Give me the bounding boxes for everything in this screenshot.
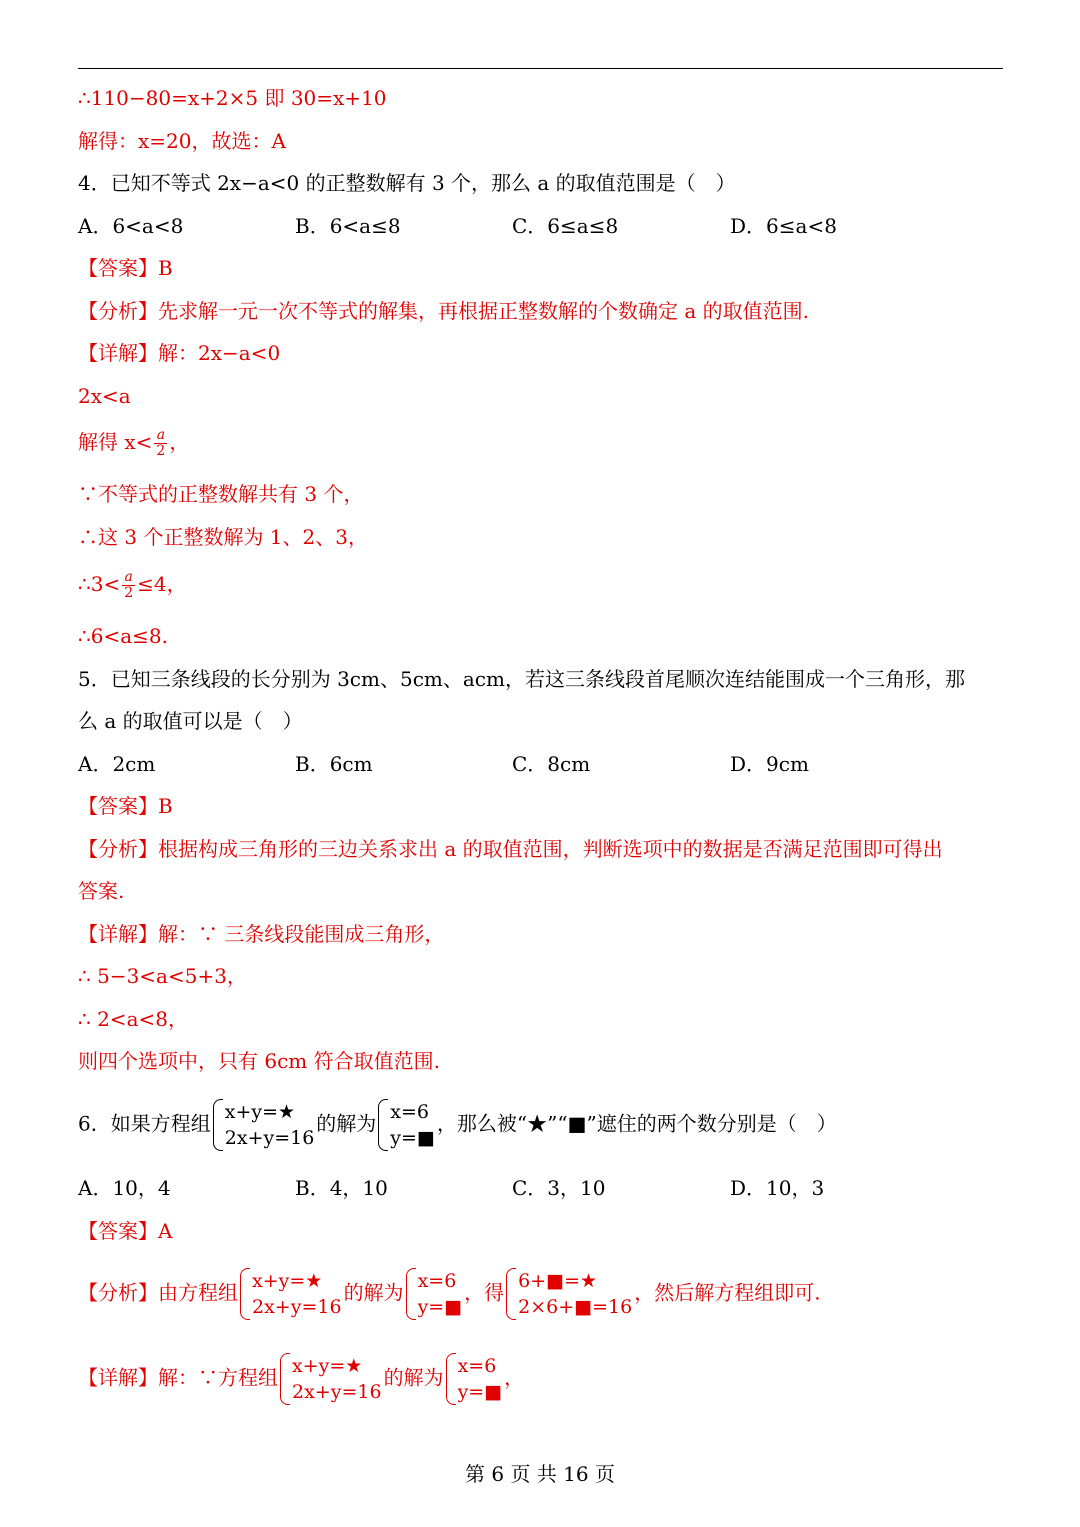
q5-answer: 【答案】B [78,794,173,818]
fraction-numerator: a [154,428,167,444]
q5-option-d: D．9cm [730,752,809,776]
header-rule [78,68,1003,69]
q4-step [78,428,189,459]
q5-option-c: C．8cm [512,752,591,776]
q6-option-a: A．10，4 [78,1176,171,1200]
equation: x+y=★ [252,1270,323,1292]
fraction-numerator: a [122,570,135,586]
question-4: 4．已知不等式 2x−a<0 的正整数解有 3 个，那么 a 的取值范围是（ ） [78,171,736,195]
equation: 2×6+■=16 [518,1296,633,1318]
detail-text: 【详解】解：∵方程组 [78,1365,278,1390]
q5-detail: 【详解】解：∵ 三条线段能围成三角形， [78,922,445,946]
fraction-denominator: 2 [124,585,134,601]
step-text: ≤4， [137,572,187,596]
q6-option-d: D．10，3 [730,1176,825,1200]
analysis-text: ，得 [464,1280,505,1305]
solution-system [406,1268,463,1320]
solution-system [446,1353,503,1405]
q5-option-a: A．2cm [78,752,156,776]
equation-system [240,1268,342,1320]
equation: x=6 [390,1101,430,1123]
q4-option-d: D．6≤a<8 [730,214,837,238]
question-text: 6．如果方程组 [78,1111,211,1136]
brace [506,1268,516,1320]
q4-step: ∴6<a≤8. [78,624,168,648]
step-text: ∴3< [78,572,121,596]
brace [378,1099,388,1151]
q4-option-a: A．6<a<8 [78,214,184,238]
q4-step: ∵不等式的正整数解共有 3 个， [78,482,364,506]
question-text: 的解为 [316,1111,377,1136]
step-text: ， [169,430,190,454]
analysis-text: 的解为 [343,1280,404,1305]
q5-step: 则四个选项中，只有 6cm 符合取值范围. [78,1049,440,1073]
q6-answer: 【答案】A [78,1219,173,1243]
page-footer: 第 6 页 共 16 页 [465,1462,615,1486]
q6-detail [78,1353,524,1405]
q5-analysis: 答案. [78,879,125,903]
brace [406,1268,416,1320]
text-line: 解得：x=20，故选：A [78,129,286,153]
question-5: 5．已知三条线段的长分别为 3cm、5cm、acm，若这三条线段首尾顺次连结能围成一个三角形，那 [78,667,965,691]
fraction-a-over-2 [122,570,135,601]
equation: x+y=★ [224,1101,296,1123]
q6-analysis [78,1268,821,1320]
equation: x=6 [417,1270,457,1292]
step-text: 解得 x< [78,430,153,454]
detail-text: 的解为 [383,1365,444,1390]
q6-option-b: B．4，10 [295,1176,388,1200]
q4-detail: 【详解】解：2x−a<0 [78,341,281,365]
analysis-text: ，然后解方程组即可. [634,1280,821,1305]
question-text: ，那么被“★”“■”遮住的两个数分别是（ ） [436,1111,837,1136]
q6-option-c: C．3，10 [512,1176,606,1200]
q4-step: ∴这 3 个正整数解为 1、2、3， [78,525,368,549]
equation-system [213,1099,315,1151]
equation: 2x+y=16 [292,1381,382,1403]
brace [280,1353,290,1405]
q4-answer: 【答案】B [78,256,173,280]
q4-step: 2x<a [78,384,131,408]
detail-text: ， [504,1365,525,1390]
equation: x=6 [457,1355,497,1377]
equation: y=■ [390,1127,435,1149]
q5-option-b: B．6cm [295,752,373,776]
fraction-denominator: 2 [156,443,166,459]
q5-step: ∴ 5−3<a<5+3， [78,964,247,988]
q4-analysis: 【分析】先求解一元一次不等式的解集，再根据正整数解的个数确定 a 的取值范围. [78,299,809,323]
question-5: 么 a 的取值可以是（ ） [78,709,303,733]
equation: x+y=★ [292,1355,363,1377]
q4-option-c: C．6≤a≤8 [512,214,619,238]
derived-system [506,1268,632,1320]
fraction-a-over-2 [154,428,167,459]
equation: y=■ [417,1296,463,1318]
solution-system [378,1099,435,1151]
equation: 2x+y=16 [252,1296,342,1318]
q5-analysis: 【分析】根据构成三角形的三边关系求出 a 的取值范围，判断选项中的数据是否满足范围即可得出 [78,837,943,861]
equation-system [280,1353,382,1405]
brace [240,1268,250,1320]
equation: 2x+y=16 [224,1127,315,1149]
q4-step [78,570,187,601]
equation: y=■ [457,1381,503,1403]
brace [213,1099,223,1151]
question-6 [78,1099,837,1151]
analysis-text: 【分析】由方程组 [78,1280,238,1305]
brace [446,1353,456,1405]
q4-option-b: B．6<a≤8 [295,214,401,238]
text-line: ∴110−80=x+2×5 即 30=x+10 [78,86,387,110]
q5-step: ∴ 2<a<8， [78,1007,188,1031]
equation: 6+■=★ [518,1270,598,1292]
